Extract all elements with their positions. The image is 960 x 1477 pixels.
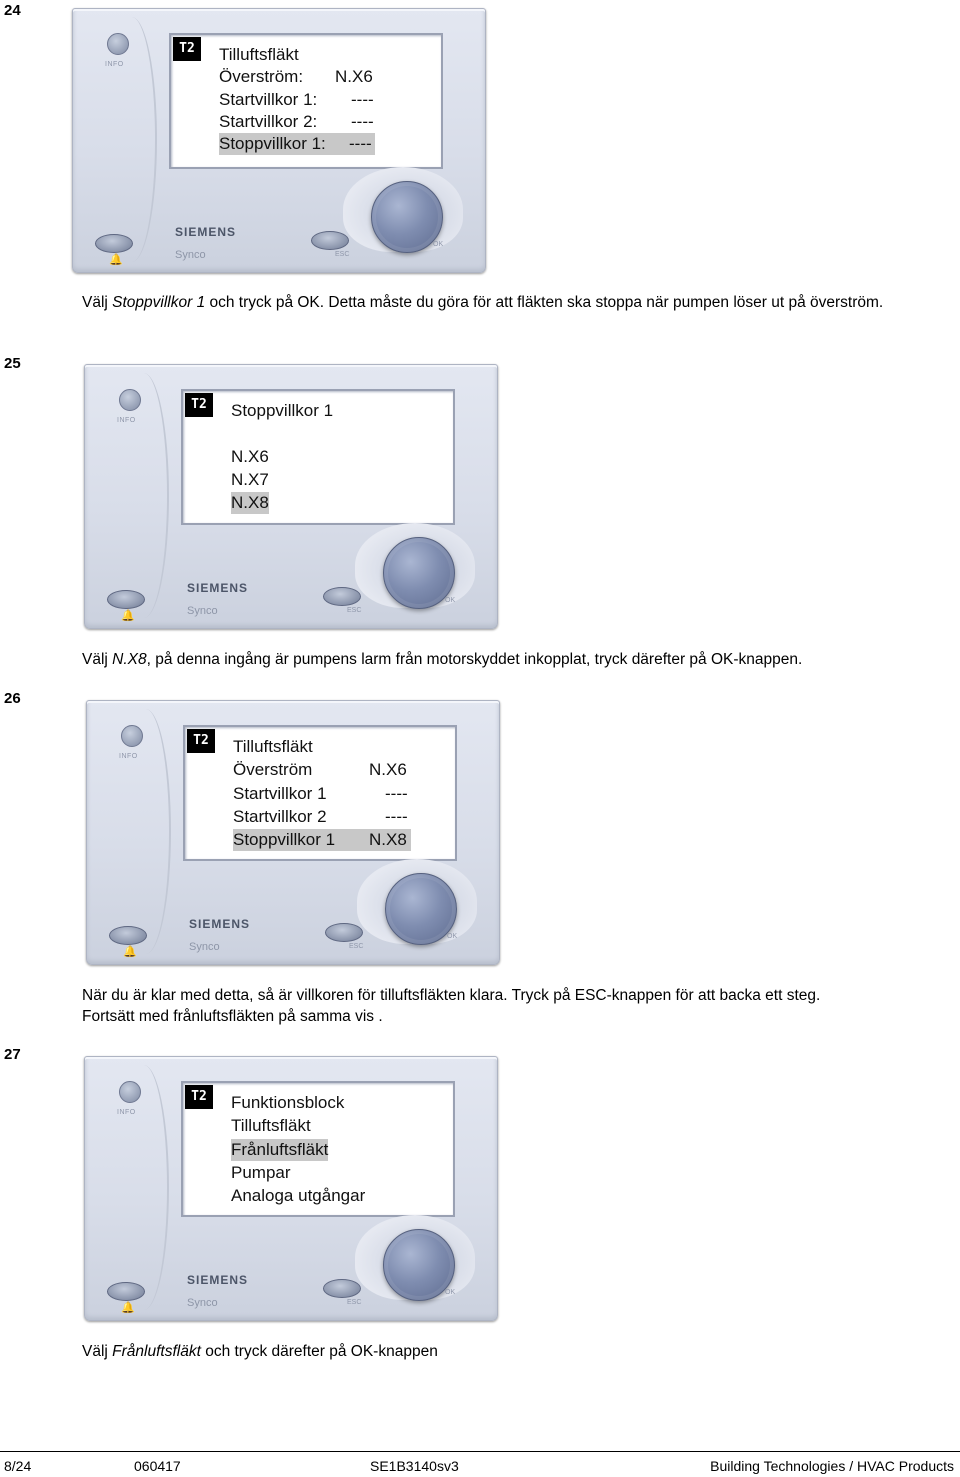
footer-date: 060417: [134, 1458, 181, 1474]
bell-button[interactable]: [95, 234, 133, 253]
controller-device-step-24: [72, 8, 486, 273]
info-button[interactable]: [119, 1081, 141, 1103]
brand-logo: SIEMENS: [187, 581, 249, 595]
info-label: INFO: [119, 753, 138, 760]
step-number-25: 25: [4, 355, 21, 372]
esc-button[interactable]: [325, 923, 363, 942]
esc-label: ESC: [347, 607, 362, 614]
caption-step-24: Välj Stoppvillkor 1 och tryck på OK. Detta måste du göra för att fläkten ska stoppa när pumpen löser ut på överström.: [82, 294, 884, 311]
lcd-line-3-selected[interactable]: Frånluftsfläkt: [231, 1140, 329, 1159]
controller-device-step-26: [86, 700, 500, 965]
model-label: Synco: [187, 605, 218, 617]
bell-icon: 🔔: [109, 254, 123, 266]
ok-label: OK: [433, 241, 444, 248]
bell-button[interactable]: [107, 590, 145, 609]
lcd-line-1[interactable]: Stoppvillkor 1: [231, 401, 334, 420]
info-label: INFO: [105, 61, 124, 68]
lcd-screen: [183, 725, 457, 861]
bell-button[interactable]: [107, 1282, 145, 1301]
lcd-line-5-selected[interactable]: N.X8: [231, 493, 269, 512]
ok-label: OK: [445, 597, 456, 604]
esc-label: ESC: [349, 943, 364, 950]
bell-icon: 🔔: [121, 1302, 135, 1314]
lcd-line-4[interactable]: Pumpar: [231, 1163, 291, 1182]
lcd-line-2[interactable]: Överström N.X6: [233, 760, 407, 779]
footer-company: Building Technologies / HVAC Products: [710, 1458, 954, 1474]
lcd-line-5-selected[interactable]: Stoppvillkor 1: ----: [219, 133, 375, 155]
service-level-icon: T2: [173, 37, 201, 61]
lcd-line-5-selected[interactable]: Stoppvillkor 1 N.X8: [233, 829, 411, 851]
controller-device-step-25: [84, 364, 498, 629]
esc-button[interactable]: [311, 231, 349, 250]
lcd-line-4[interactable]: Startvillkor 2: ----: [219, 112, 374, 131]
lcd-line-2[interactable]: Tilluftsfläkt: [231, 1116, 311, 1135]
model-label: Synco: [187, 1297, 218, 1309]
model-label: Synco: [175, 249, 206, 261]
brand-logo: SIEMENS: [189, 917, 251, 931]
footer-doc-id: SE1B3140sv3: [370, 1458, 459, 1474]
bell-button[interactable]: [109, 926, 147, 945]
lcd-line-3[interactable]: N.X6: [231, 447, 269, 466]
info-label: INFO: [117, 417, 136, 424]
info-button[interactable]: [119, 389, 141, 411]
service-level-icon: T2: [187, 729, 215, 753]
esc-button[interactable]: [323, 1279, 361, 1298]
esc-label: ESC: [347, 1299, 362, 1306]
brand-logo: SIEMENS: [187, 1273, 249, 1287]
footer-rule: [0, 1451, 960, 1452]
bell-icon: 🔔: [123, 946, 137, 958]
step-number-24: 24: [4, 2, 21, 19]
ok-label: OK: [445, 1289, 456, 1296]
lcd-line-2[interactable]: Överström: N.X6: [219, 67, 373, 86]
info-button[interactable]: [121, 725, 143, 747]
caption-step-25: Välj N.X8, på denna ingång är pumpens larm från motorskyddet inkopplat, tryck därefter på OK-knappen.: [82, 651, 803, 668]
lcd-line-4[interactable]: N.X7: [231, 470, 269, 489]
model-label: Synco: [189, 941, 220, 953]
lcd-line-1[interactable]: Tilluftsfläkt: [233, 737, 313, 756]
step-number-26: 26: [4, 690, 21, 707]
brand-logo: SIEMENS: [175, 225, 237, 239]
service-level-icon: T2: [185, 1085, 213, 1109]
lcd-line-3[interactable]: Startvillkor 1 ----: [233, 784, 408, 803]
footer-page: 8/24: [4, 1458, 32, 1474]
service-level-icon: T2: [185, 393, 213, 417]
ok-label: OK: [447, 933, 458, 940]
lcd-screen: [181, 1081, 455, 1217]
caption-step-27: Välj Frånluftsfläkt och tryck därefter på OK-knappen: [82, 1343, 438, 1360]
info-label: INFO: [117, 1109, 136, 1116]
lcd-line-4[interactable]: Startvillkor 2 ----: [233, 807, 408, 826]
esc-button[interactable]: [323, 587, 361, 606]
info-button[interactable]: [107, 33, 129, 55]
step-number-27: 27: [4, 1046, 21, 1063]
lcd-screen: [169, 33, 443, 169]
esc-label: ESC: [335, 251, 350, 258]
controller-device-step-27: [84, 1056, 498, 1321]
lcd-line-1[interactable]: Funktionsblock: [231, 1093, 345, 1112]
lcd-screen: [181, 389, 455, 525]
lcd-line-1[interactable]: Tilluftsfläkt: [219, 45, 299, 64]
bell-icon: 🔔: [121, 610, 135, 622]
lcd-line-5[interactable]: Analoga utgångar: [231, 1186, 366, 1205]
caption-step-26: När du är klar med detta, så är villkoren för tilluftsfläkten klara. Tryck på ESC-knappen för att backa ett steg. Fortsätt med frånluftsfläkten på samma vis .: [82, 987, 821, 1025]
lcd-line-3[interactable]: Startvillkor 1: ----: [219, 90, 374, 109]
